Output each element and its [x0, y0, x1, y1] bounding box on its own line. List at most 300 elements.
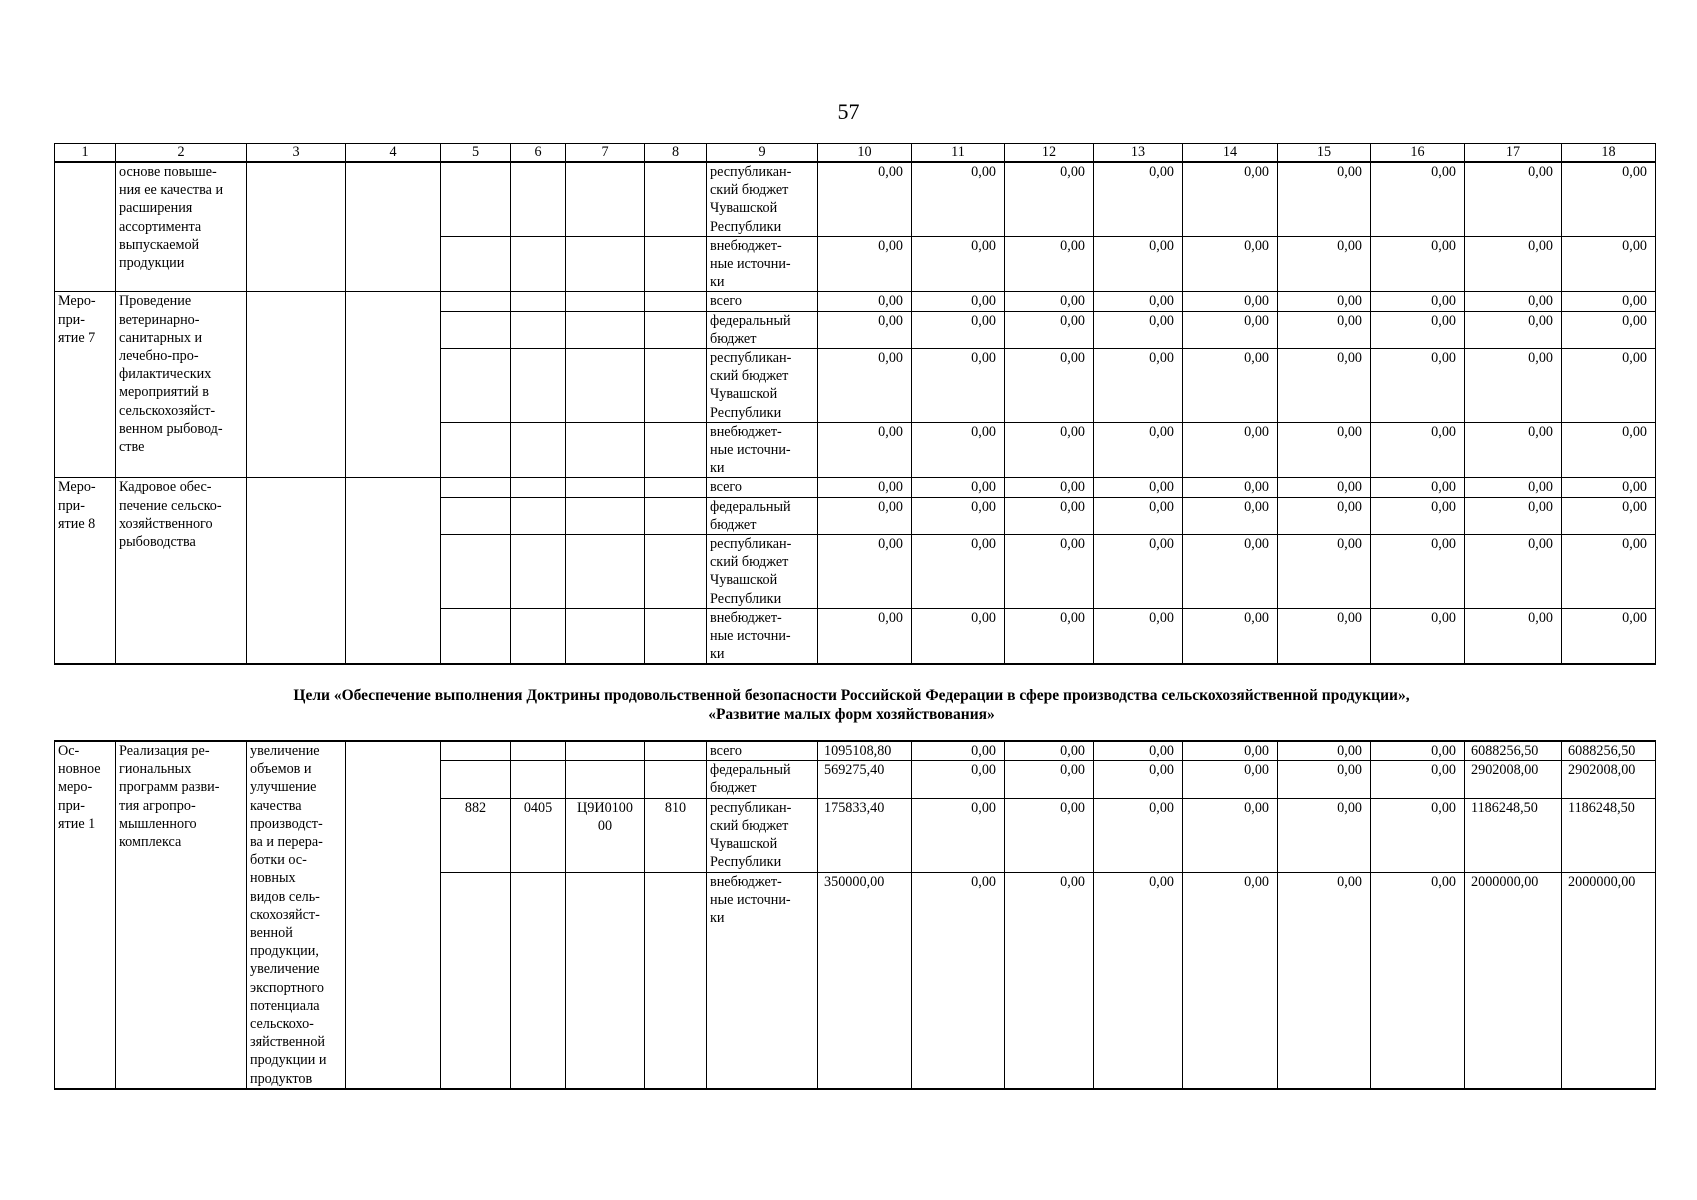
year-value-18-text: 1186248,50 [1568, 799, 1635, 816]
year-value-15 [1278, 422, 1371, 478]
budget-code-c5 [441, 608, 511, 664]
year-value-12 [1005, 535, 1094, 609]
year-value-12-text: 0,00 [1060, 536, 1085, 553]
budget-code-c5 [441, 311, 511, 348]
year-value-13-text: 0,00 [1149, 609, 1174, 626]
column-number: 18 [1562, 144, 1656, 163]
year-value-15 [1278, 497, 1371, 534]
year-value-14-text: 0,00 [1244, 237, 1269, 254]
year-value-16 [1371, 798, 1465, 872]
column-numbers-row [55, 144, 1656, 163]
funding-source-text: федеральный бюджет [710, 498, 791, 533]
year-value-10 [818, 349, 912, 423]
year-value-11 [912, 292, 1005, 311]
budget-code-c8 [645, 535, 707, 609]
event-name [116, 741, 247, 1089]
table-row [55, 741, 1656, 761]
column-number: 13 [1094, 144, 1183, 163]
year-value-10 [818, 608, 912, 664]
year-value-13-text: 0,00 [1149, 873, 1174, 890]
year-value-11 [912, 535, 1005, 609]
year-value-14 [1183, 535, 1278, 609]
funding-source-text: внебюджет- ные источни- ки [710, 609, 791, 663]
year-value-17-text: 0,00 [1528, 536, 1553, 553]
year-value-11-text: 0,00 [971, 423, 996, 440]
year-value-12 [1005, 349, 1094, 423]
budget-code-c5 [441, 292, 511, 311]
year-value-14 [1183, 497, 1278, 534]
event-name-text: Реализация ре- гиональных программ разви- тия агропро- мышленного комплекса [119, 743, 220, 851]
year-value-11-text: 0,00 [971, 536, 996, 553]
year-value-18-text: 0,00 [1622, 609, 1647, 626]
budget-code-c6 [511, 478, 566, 497]
year-value-14-text: 0,00 [1244, 423, 1269, 440]
funding-source [707, 535, 818, 609]
funding-source [707, 872, 818, 1089]
year-value-16 [1371, 292, 1465, 311]
year-value-13 [1094, 535, 1183, 609]
year-value-16-text: 0,00 [1431, 293, 1456, 310]
year-value-17-text: 0,00 [1528, 609, 1553, 626]
year-value-13 [1094, 236, 1183, 292]
year-value-12 [1005, 761, 1094, 799]
year-value-15 [1278, 311, 1371, 348]
year-value-17-text: 0,00 [1528, 237, 1553, 254]
year-value-14 [1183, 422, 1278, 478]
year-value-14-text: 0,00 [1244, 743, 1269, 759]
year-value-13-text: 0,00 [1149, 762, 1174, 779]
budget-table-continued [54, 143, 1656, 665]
budget-code-c6 [511, 741, 566, 761]
year-value-17-text: 6088256,50 [1471, 743, 1539, 759]
budget-code-c6-text: 0405 [523, 799, 553, 816]
year-value-13 [1094, 761, 1183, 799]
funding-source [707, 608, 818, 664]
year-value-10 [818, 478, 912, 497]
event-number-text: Меро- при- ятие 8 [58, 479, 96, 532]
budget-code-c7 [566, 478, 645, 497]
year-value-15 [1278, 798, 1371, 872]
year-value-14-text: 0,00 [1244, 762, 1269, 779]
budget-code-c7 [566, 798, 645, 872]
year-value-11-text: 0,00 [971, 498, 996, 515]
budget-code-c5 [441, 535, 511, 609]
year-value-11 [912, 236, 1005, 292]
year-value-17 [1465, 535, 1562, 609]
year-value-18-text: 2000000,00 [1568, 873, 1636, 890]
year-value-10 [818, 422, 912, 478]
year-value-17-text: 0,00 [1528, 164, 1553, 180]
year-value-11 [912, 608, 1005, 664]
year-value-18 [1562, 311, 1656, 348]
event-name-text: Проведение ветеринарно- санитарных и лечебно-про- филактических мероприятий в сельскохозяйст- венном рыбовод- стве [119, 293, 223, 456]
year-value-13 [1094, 422, 1183, 478]
year-value-13-text: 0,00 [1149, 799, 1174, 816]
year-value-10 [818, 872, 912, 1089]
year-value-18 [1562, 292, 1656, 311]
year-value-18-text: 0,00 [1622, 312, 1647, 329]
event-goal-text: увеличение объемов и улучшение качества производст- ва и перера- ботки ос- новных видов сель- скохозяйст- венной продукции, увеличение экспортного потенциала сельскохо- зяйственной продукции и продуктов [250, 743, 327, 1087]
year-value-10-text: 0,00 [878, 164, 903, 180]
event-number-text: Ос- новное меро- при- ятие 1 [58, 743, 101, 832]
funding-source [707, 292, 818, 311]
funding-source [707, 236, 818, 292]
table-row [55, 292, 1656, 311]
year-value-15-text: 0,00 [1337, 743, 1362, 759]
year-value-18-text: 6088256,50 [1568, 743, 1636, 759]
year-value-11 [912, 311, 1005, 348]
year-value-11 [912, 741, 1005, 761]
budget-code-c6 [511, 872, 566, 1089]
year-value-18-text: 0,00 [1622, 350, 1647, 367]
budget-code-c8 [645, 162, 707, 236]
year-value-10-text: 175833,40 [824, 799, 885, 816]
year-value-10-text: 0,00 [878, 293, 903, 310]
year-value-13 [1094, 478, 1183, 497]
year-value-17-text: 0,00 [1528, 312, 1553, 329]
budget-code-c7 [566, 535, 645, 609]
responsible-executor [346, 162, 441, 292]
year-value-15 [1278, 608, 1371, 664]
budget-code-c7 [566, 236, 645, 292]
year-value-13-text: 0,00 [1149, 312, 1174, 329]
year-value-15-text: 0,00 [1337, 423, 1362, 440]
year-value-15 [1278, 478, 1371, 497]
year-value-11-text: 0,00 [971, 873, 996, 890]
year-value-14 [1183, 311, 1278, 348]
year-value-18 [1562, 236, 1656, 292]
budget-code-c5 [441, 422, 511, 478]
budget-code-c8-text: 810 [664, 799, 687, 816]
funding-source-text: всего [710, 479, 742, 496]
event-name [116, 162, 247, 292]
year-value-15-text: 0,00 [1337, 293, 1362, 310]
year-value-13 [1094, 497, 1183, 534]
event-goal [247, 741, 346, 1089]
year-value-18-text: 0,00 [1622, 423, 1647, 440]
year-value-13-text: 0,00 [1149, 164, 1174, 180]
column-number: 12 [1005, 144, 1094, 163]
goal-heading-line-1: Цели «Обеспечение выполнения Доктрины продовольственной безопасности Российской Федерации в сфере производства сельскохозяйственной продукции», [293, 687, 1410, 704]
budget-code-c7 [566, 761, 645, 799]
year-value-16-text: 0,00 [1431, 423, 1456, 440]
funding-source [707, 422, 818, 478]
budget-code-c8 [645, 872, 707, 1089]
year-value-13-text: 0,00 [1149, 743, 1174, 759]
column-number: 9 [707, 144, 818, 163]
year-value-16 [1371, 872, 1465, 1089]
year-value-16 [1371, 311, 1465, 348]
year-value-12-text: 0,00 [1060, 479, 1085, 496]
year-value-15 [1278, 872, 1371, 1089]
column-number: 16 [1371, 144, 1465, 163]
year-value-18 [1562, 741, 1656, 761]
year-value-17-text: 0,00 [1528, 350, 1553, 367]
budget-code-c5 [441, 478, 511, 497]
budget-code-c8 [645, 292, 707, 311]
year-value-10-text: 569275,40 [824, 762, 885, 779]
year-value-18 [1562, 422, 1656, 478]
funding-source [707, 478, 818, 497]
budget-code-c6 [511, 608, 566, 664]
event-goal [247, 478, 346, 665]
year-value-16 [1371, 497, 1465, 534]
year-value-14 [1183, 236, 1278, 292]
year-value-15-text: 0,00 [1337, 609, 1362, 626]
year-value-17 [1465, 798, 1562, 872]
year-value-17-text: 1186248,50 [1471, 799, 1538, 816]
budget-code-c5 [441, 349, 511, 423]
year-value-16-text: 0,00 [1431, 762, 1456, 779]
year-value-14 [1183, 761, 1278, 799]
year-value-13-text: 0,00 [1149, 237, 1174, 254]
year-value-11-text: 0,00 [971, 743, 996, 759]
year-value-16-text: 0,00 [1431, 498, 1456, 515]
year-value-13 [1094, 798, 1183, 872]
year-value-12-text: 0,00 [1060, 762, 1085, 779]
year-value-18-text: 2902008,00 [1568, 762, 1636, 779]
budget-code-c6 [511, 497, 566, 534]
year-value-17 [1465, 497, 1562, 534]
year-value-18-text: 0,00 [1622, 237, 1647, 254]
funding-source-text: всего [710, 293, 742, 310]
column-number: 11 [912, 144, 1005, 163]
column-number: 15 [1278, 144, 1371, 163]
year-value-16 [1371, 236, 1465, 292]
year-value-17-text: 2000000,00 [1471, 873, 1539, 890]
year-value-18 [1562, 608, 1656, 664]
year-value-15-text: 0,00 [1337, 762, 1362, 779]
year-value-10 [818, 741, 912, 761]
year-value-15-text: 0,00 [1337, 350, 1362, 367]
budget-code-c8 [645, 422, 707, 478]
year-value-15 [1278, 292, 1371, 311]
year-value-12-text: 0,00 [1060, 609, 1085, 626]
budget-code-c6 [511, 311, 566, 348]
year-value-12-text: 0,00 [1060, 312, 1085, 329]
table-row [55, 162, 1656, 236]
year-value-16-text: 0,00 [1431, 312, 1456, 329]
budget-code-c7 [566, 349, 645, 423]
column-number: 5 [441, 144, 511, 163]
year-value-15-text: 0,00 [1337, 237, 1362, 254]
year-value-17-text: 0,00 [1528, 293, 1553, 310]
funding-source-text: республикан- ский бюджет Чувашской Республики [710, 350, 792, 421]
year-value-17-text: 2902008,00 [1471, 762, 1539, 779]
funding-source-text: республикан- ский бюджет Чувашской Республики [710, 536, 792, 607]
year-value-14-text: 0,00 [1244, 350, 1269, 367]
year-value-13 [1094, 872, 1183, 1089]
year-value-14 [1183, 798, 1278, 872]
year-value-10 [818, 535, 912, 609]
year-value-13 [1094, 741, 1183, 761]
year-value-11-text: 0,00 [971, 479, 996, 496]
funding-source-text: внебюджет- ные источни- ки [710, 423, 791, 477]
event-name [116, 478, 247, 665]
year-value-12 [1005, 292, 1094, 311]
funding-source [707, 761, 818, 799]
budget-code-c8 [645, 761, 707, 799]
responsible-executor [346, 478, 441, 665]
year-value-17 [1465, 608, 1562, 664]
year-value-12 [1005, 422, 1094, 478]
year-value-11 [912, 872, 1005, 1089]
year-value-16-text: 0,00 [1431, 873, 1456, 890]
year-value-16 [1371, 608, 1465, 664]
year-value-16-text: 0,00 [1431, 799, 1456, 816]
year-value-12 [1005, 478, 1094, 497]
budget-table-main-event [54, 740, 1656, 1090]
year-value-12-text: 0,00 [1060, 799, 1085, 816]
goal-heading [54, 686, 1649, 724]
column-number: 2 [116, 144, 247, 163]
page-number: 57 [837, 99, 860, 124]
column-number: 17 [1465, 144, 1562, 163]
year-value-16 [1371, 162, 1465, 236]
year-value-14-text: 0,00 [1244, 479, 1269, 496]
budget-code-c6 [511, 761, 566, 799]
year-value-15-text: 0,00 [1337, 799, 1362, 816]
budget-code-c7 [566, 608, 645, 664]
year-value-11 [912, 478, 1005, 497]
year-value-12 [1005, 872, 1094, 1089]
funding-source [707, 497, 818, 534]
year-value-12-text: 0,00 [1060, 237, 1085, 254]
year-value-14-text: 0,00 [1244, 312, 1269, 329]
year-value-16-text: 0,00 [1431, 609, 1456, 626]
year-value-16-text: 0,00 [1431, 536, 1456, 553]
year-value-11 [912, 761, 1005, 799]
year-value-17-text: 0,00 [1528, 423, 1553, 440]
year-value-11-text: 0,00 [971, 312, 996, 329]
year-value-18-text: 0,00 [1622, 164, 1647, 180]
year-value-18-text: 0,00 [1622, 536, 1647, 553]
year-value-14-text: 0,00 [1244, 873, 1269, 890]
year-value-12-text: 0,00 [1060, 873, 1085, 890]
year-value-10 [818, 497, 912, 534]
year-value-16 [1371, 422, 1465, 478]
budget-code-c6 [511, 162, 566, 236]
year-value-15 [1278, 236, 1371, 292]
year-value-10-text: 0,00 [878, 609, 903, 626]
budget-code-c5 [441, 741, 511, 761]
responsible-executor [346, 741, 441, 1089]
year-value-10-text: 1095108,80 [824, 743, 892, 759]
column-number: 10 [818, 144, 912, 163]
year-value-15 [1278, 761, 1371, 799]
year-value-16-text: 0,00 [1431, 350, 1456, 367]
year-value-15-text: 0,00 [1337, 498, 1362, 515]
funding-source [707, 741, 818, 761]
year-value-10-text: 0,00 [878, 423, 903, 440]
year-value-16 [1371, 349, 1465, 423]
column-number: 4 [346, 144, 441, 163]
year-value-17 [1465, 292, 1562, 311]
year-value-16 [1371, 478, 1465, 497]
year-value-12 [1005, 162, 1094, 236]
event-name [116, 292, 247, 478]
year-value-11-text: 0,00 [971, 762, 996, 779]
budget-code-c5 [441, 236, 511, 292]
year-value-12 [1005, 741, 1094, 761]
year-value-14-text: 0,00 [1244, 536, 1269, 553]
year-value-18-text: 0,00 [1622, 498, 1647, 515]
year-value-14 [1183, 741, 1278, 761]
budget-code-c6 [511, 535, 566, 609]
event-name-text: Кадровое обес- печение сельско- хозяйственного рыбоводства [119, 479, 222, 551]
funding-source [707, 798, 818, 872]
funding-source [707, 311, 818, 348]
budget-code-c5 [441, 497, 511, 534]
year-value-15-text: 0,00 [1337, 536, 1362, 553]
year-value-15-text: 0,00 [1337, 164, 1362, 180]
year-value-14 [1183, 349, 1278, 423]
year-value-15 [1278, 535, 1371, 609]
year-value-17-text: 0,00 [1528, 498, 1553, 515]
year-value-14-text: 0,00 [1244, 799, 1269, 816]
year-value-13 [1094, 292, 1183, 311]
year-value-17 [1465, 236, 1562, 292]
year-value-18-text: 0,00 [1622, 293, 1647, 310]
year-value-10-text: 0,00 [878, 312, 903, 329]
budget-code-c7 [566, 741, 645, 761]
funding-source-text: республикан- ский бюджет Чувашской Республики [710, 164, 792, 235]
budget-code-c5 [441, 798, 511, 872]
year-value-10 [818, 162, 912, 236]
event-name-text: основе повыше- ния ее качества и расширения ассортимента выпускаемой продукции [119, 164, 224, 272]
year-value-17 [1465, 741, 1562, 761]
budget-code-c6 [511, 422, 566, 478]
budget-code-c7-text: Ц9И0100 00 [577, 799, 633, 834]
year-value-15 [1278, 349, 1371, 423]
year-value-11 [912, 798, 1005, 872]
funding-source-text: федеральный бюджет [710, 762, 791, 797]
budget-code-c6 [511, 349, 566, 423]
column-number: 1 [55, 144, 116, 163]
event-number [55, 162, 116, 292]
year-value-18-text: 0,00 [1622, 479, 1647, 496]
year-value-12 [1005, 497, 1094, 534]
year-value-13 [1094, 162, 1183, 236]
year-value-16 [1371, 741, 1465, 761]
budget-code-c7 [566, 497, 645, 534]
column-number: 6 [511, 144, 566, 163]
budget-code-c7 [566, 311, 645, 348]
year-value-10 [818, 311, 912, 348]
year-value-12 [1005, 798, 1094, 872]
year-value-11-text: 0,00 [971, 164, 996, 180]
year-value-10 [818, 798, 912, 872]
funding-source-text: внебюджет- ные источни- ки [710, 237, 791, 291]
year-value-10 [818, 761, 912, 799]
year-value-14 [1183, 292, 1278, 311]
year-value-17 [1465, 422, 1562, 478]
year-value-13 [1094, 311, 1183, 348]
year-value-12-text: 0,00 [1060, 293, 1085, 310]
year-value-13-text: 0,00 [1149, 350, 1174, 367]
year-value-10 [818, 236, 912, 292]
year-value-11 [912, 349, 1005, 423]
year-value-12-text: 0,00 [1060, 423, 1085, 440]
year-value-17 [1465, 872, 1562, 1089]
budget-code-c8 [645, 349, 707, 423]
year-value-13-text: 0,00 [1149, 536, 1174, 553]
year-value-11-text: 0,00 [971, 350, 996, 367]
year-value-10 [818, 292, 912, 311]
budget-code-c8 [645, 311, 707, 348]
budget-code-c7 [566, 872, 645, 1089]
year-value-13-text: 0,00 [1149, 293, 1174, 310]
